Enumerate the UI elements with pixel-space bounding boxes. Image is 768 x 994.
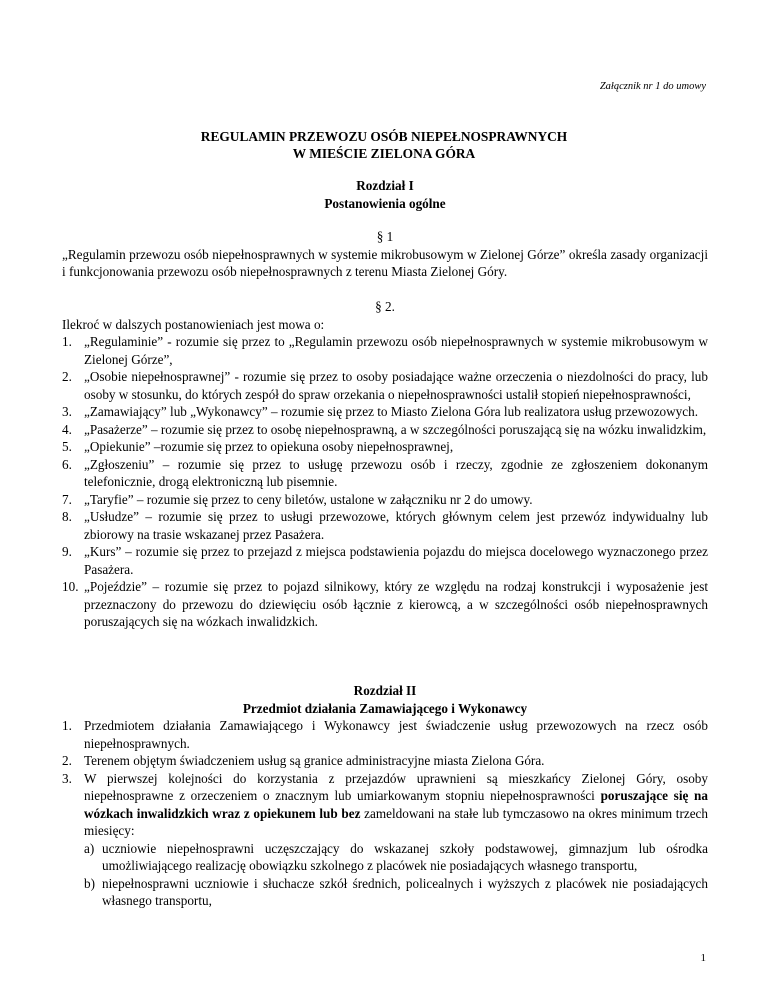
page-number: 1 [700,952,706,964]
list-item: 1. Przedmiotem działania Zamawiającego i Wykonawcy jest świadczenie usług przewozowych na rzecz osób niepełnosprawnych. [62,718,708,751]
list-item: 8. „Usłudze” – rozumie się przez to usługi przewozowe, których głównym celem jest przewóz indywidualny lub zbiorowy na trasie wskazanej przez Pasażera. [62,509,708,542]
chapter-1-subheading: Postanowienia ogólne [324,195,446,211]
document-title [0,128,768,162]
section-2-mark: § 2. [375,299,395,314]
definitions-list [62,333,708,631]
list-item: 9. „Kurs” – rozumie się przez to przejazd z miejsca podstawienia pojazdu do miejsca docelowego wyznaczonego przez Pasażera. [62,544,708,577]
list-item: 3. „Zamawiający” lub „Wykonawcy” – rozumie się przez to Miasto Zielona Góra lub realizatora usług przewozowych. [62,404,699,419]
section-1 [62,228,708,281]
eligible-groups-list [84,840,708,910]
list-item: 4. „Pasażerze” – rozumie się przez to osobę niepełnosprawną, a w szczególności poruszającą się na wózku inwalidzkim, [62,421,707,437]
chapter-1-heading: Rozdział I [356,178,414,193]
section-1-text: „Regulamin przewozu osób niepełnosprawnych w systemie mikrobusowym w Zielonej Górze” określa zasady organizacji i funkcjonowania przewozu osób niepełnosprawnych z terenu Miasta Zielonej Góry. [62,246,708,279]
title-line-1: REGULAMIN PRZEWOZU OSÓB NIEPEŁNOSPRAWNYCH [200,129,568,144]
chapter-2-heading: Rozdział II [353,683,417,698]
chapter-2 [62,682,708,910]
section-2 [62,298,708,631]
list-item: 2. Terenem objętym świadczeniem usług są granice administracyjne miasta Zielona Góra. [62,753,545,768]
annex-label: Załącznik nr 1 do umowy [599,81,706,92]
list-item: 7. „Taryfie” – rozumie się przez to ceny biletów, ustalone w załączniku nr 2 do umowy. [62,491,533,507]
list-item: b) niepełnosprawni uczniowie i słuchacze szkół średnich, policealnych i wyższych z placówek nie posiadających własnego transportu, [84,875,708,908]
emphasis-text: poruszające się na wózkach inwalidzkich wraz z opiekunem lub bez [84,788,708,821]
list-item: 6. „Zgłoszeniu” – rozumie się przez to usługę przewozu osób i rzeczy, zgodnie ze zgłoszeniem dokonanym telefonicznie, drogą elektroniczną lub pisemnie. [62,456,708,489]
list-item: a) uczniowie niepełnosprawni uczęszczający do wskazanej szkoły podstawowej, gimnazjum lub ośrodka umożliwiającego realizację obowiązku szkolnego z placówek nie posiadających własnego transportu, [84,840,708,873]
list-item: 5. „Opiekunie” –rozumie się przez to opiekuna osoby niepełnosprawnej, [62,439,454,454]
title-line-2: W MIEŚCIE ZIELONA GÓRA [292,146,476,161]
chapter-2-list [62,717,708,910]
chapter-1-header [62,177,708,212]
section-1-mark: § 1 [376,229,394,244]
section-2-intro: Ilekroć w dalszych postanowieniach jest mowa o: [62,316,325,332]
list-item: 1. „Regulaminie” - rozumie się przez to „Regulamin przewozu osób niepełnosprawnych w systemie mikrobusowym w Zielonej Górze”, [62,334,708,367]
list-item: 2. „Osobie niepełnosprawnej” - rozumie się przez to osoby posiadające ważne orzeczenia o niezdolności do pracy, lub osoby w stosunku, do których zespół do spraw orzekania o niepełnosprawności ustalił stopień niepełnosprawności, [62,369,708,402]
list-item: 10. „Pojeździe” – rozumie się przez to pojazd silnikowy, który ze względu na rodzaj konstrukcji i wyposażenie jest przeznaczony do przewozu do dziewięciu osób łącznie z kierowcą, a w szczególności osób niepełnosprawnych poruszających się na wózkach inwalidzkich. [62,579,708,629]
list-item: 3. W pierwszej kolejności do korzystania z przejazdów uprawnieni są mieszkańcy Zielonej Góry, osoby niepełnosprawne z orzeczeniem o znacznym lub umiarkowanym stopniu niepełnosprawności poruszające się na wózkach inwalidzkich wraz z opiekunem lub bez zameldowani na stałe lub tymczasowo na okres minimum trzech miesięcy: a) uczniowie niepełnosprawni uczęszczający do wskazanej szkoły podstawowej, gimnazjum lub ośrodka umożliwiającego realizację obowiązku szkolnego z placówek nie posiadających własnego transportu, b) niepełnosprawni uczniowie i słuchacze szkół średnich, policealnych i wyższych z placówek nie posiadających własnego transportu, [62,770,708,908]
chapter-2-subheading: Przedmiot działania Zamawiającego i Wykonawcy [242,700,528,716]
